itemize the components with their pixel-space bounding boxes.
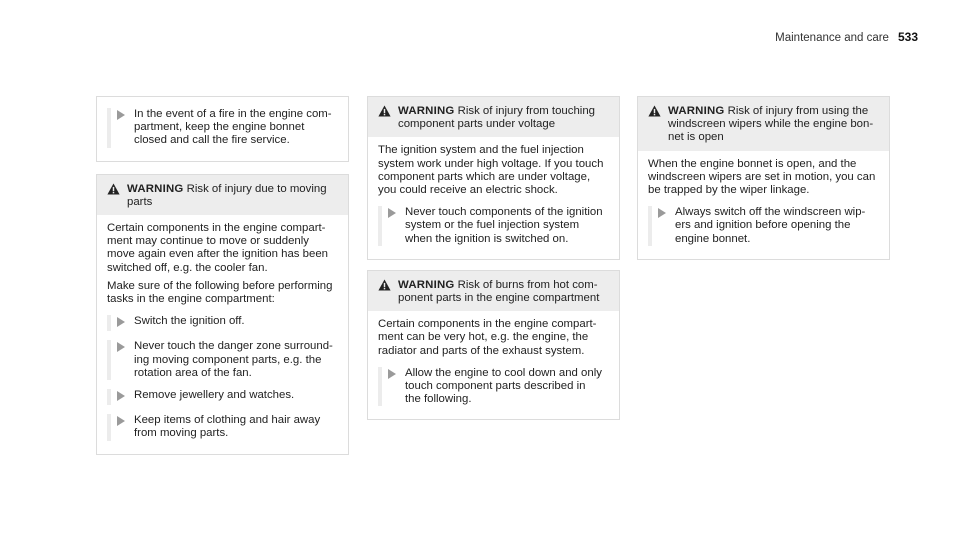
warning-title-text: Risk of injury from touching component parts under voltage xyxy=(398,105,595,131)
step-text: Keep items of clothing and hair away from moving parts. xyxy=(134,414,321,440)
warning-triangle-icon xyxy=(378,279,391,291)
box-body xyxy=(638,151,889,259)
step-arrow xyxy=(117,414,127,440)
warning-box xyxy=(96,174,349,455)
instruction-step xyxy=(378,206,609,246)
instruction-step xyxy=(107,414,338,440)
instruction-step xyxy=(107,108,338,148)
step-arrow xyxy=(658,206,668,246)
warning-header xyxy=(368,271,619,311)
step-arrow xyxy=(117,340,127,380)
step-bar xyxy=(107,414,111,440)
step-text: In the event of a fire in the engine com- partment, keep the engine bonnet closed and call the fire service. xyxy=(134,108,332,147)
warning-triangle-icon xyxy=(107,183,120,195)
column-3 xyxy=(637,96,890,270)
step-text: Never touch components of the ignition system or the fuel injection system when the ignition is switched on. xyxy=(405,206,603,245)
warning-title xyxy=(668,105,873,145)
step-bar xyxy=(107,389,111,405)
warning-title xyxy=(127,183,327,209)
warning-title-text: Risk of burns from hot com- ponent parts in the engine compartment xyxy=(398,278,600,305)
arrow-right-icon xyxy=(117,391,125,401)
warning-box xyxy=(637,96,890,260)
step-text: Switch the ignition off. xyxy=(134,315,245,328)
column-1 xyxy=(96,96,349,465)
warning-box xyxy=(367,96,620,260)
body-paragraph: Make sure of the following before performing tasks in the engine compartment: xyxy=(107,279,333,306)
warning-title xyxy=(398,279,599,305)
arrow-right-icon xyxy=(117,342,125,352)
step-text: Always switch off the windscreen wip- ers and ignition before opening the engine bonnet. xyxy=(675,206,866,245)
arrow-right-icon xyxy=(388,208,396,218)
step-bar xyxy=(107,340,111,380)
arrow-right-icon xyxy=(658,208,666,218)
step-text: Remove jewellery and watches. xyxy=(134,389,295,402)
step-bar xyxy=(378,206,382,246)
warning-label: WARNING xyxy=(668,105,725,117)
warning-triangle-icon xyxy=(378,105,391,117)
warning-header xyxy=(638,97,889,151)
arrow-right-icon xyxy=(117,110,125,120)
instruction-step xyxy=(107,340,338,380)
box-body xyxy=(368,137,619,258)
warning-header xyxy=(368,97,619,137)
page-number: 533 xyxy=(897,30,918,44)
warning-title xyxy=(398,105,595,131)
box-body xyxy=(368,311,619,419)
step-bar xyxy=(378,367,382,407)
step-arrow xyxy=(117,389,127,405)
column-2 xyxy=(367,96,620,430)
body-paragraph: When the engine bonnet is open, and the windscreen wipers are set in motion, you can be trapped by the wiper linkage. xyxy=(648,157,876,197)
warning-label: WARNING xyxy=(398,105,455,117)
arrow-right-icon xyxy=(117,317,125,327)
warning-title-text: Risk of injury due to moving parts xyxy=(127,182,327,208)
box-body xyxy=(97,215,348,454)
instruction-step xyxy=(107,389,338,405)
instruction-step xyxy=(378,367,609,407)
warning-triangle-icon xyxy=(648,105,661,117)
step-arrow xyxy=(117,108,127,148)
body-paragraph: Certain components in the engine compart- ment can be very hot, e.g. the engine, the radiator and parts of the exhaust system. xyxy=(378,318,597,357)
step-arrow xyxy=(117,315,127,331)
step-bar xyxy=(107,108,111,148)
section-title: Maintenance and care xyxy=(775,32,889,44)
box-body xyxy=(97,97,348,161)
warning-label: WARNING xyxy=(127,182,184,195)
step-arrow xyxy=(388,367,398,407)
step-bar xyxy=(107,315,111,331)
warning-label: WARNING xyxy=(398,278,455,291)
body-paragraph: The ignition system and the fuel injection system work under high voltage. If you touch component parts which are under voltage, you could receive an electric shock. xyxy=(378,144,604,197)
arrow-right-icon xyxy=(117,416,125,426)
instruction-step xyxy=(107,315,338,331)
warning-header xyxy=(97,175,348,215)
instruction-step xyxy=(648,206,879,246)
warning-box xyxy=(367,270,620,421)
body-paragraph: Certain components in the engine compart- ment may continue to move or suddenly move again even after the ignition has been switched off, e.g. the cooler fan. xyxy=(107,222,329,274)
warning-title-text: Risk of injury from using the windscreen wipers while the engine bon- net is open xyxy=(668,105,874,144)
step-arrow xyxy=(388,206,398,246)
arrow-right-icon xyxy=(388,369,396,379)
page-header xyxy=(775,30,918,44)
instruction-box xyxy=(96,96,349,162)
step-text: Allow the engine to cool down and only touch component parts described in the following. xyxy=(405,366,602,406)
step-bar xyxy=(648,206,652,246)
step-text: Never touch the danger zone surround- ing moving component parts, e.g. the rotation area of the fan. xyxy=(134,340,333,379)
